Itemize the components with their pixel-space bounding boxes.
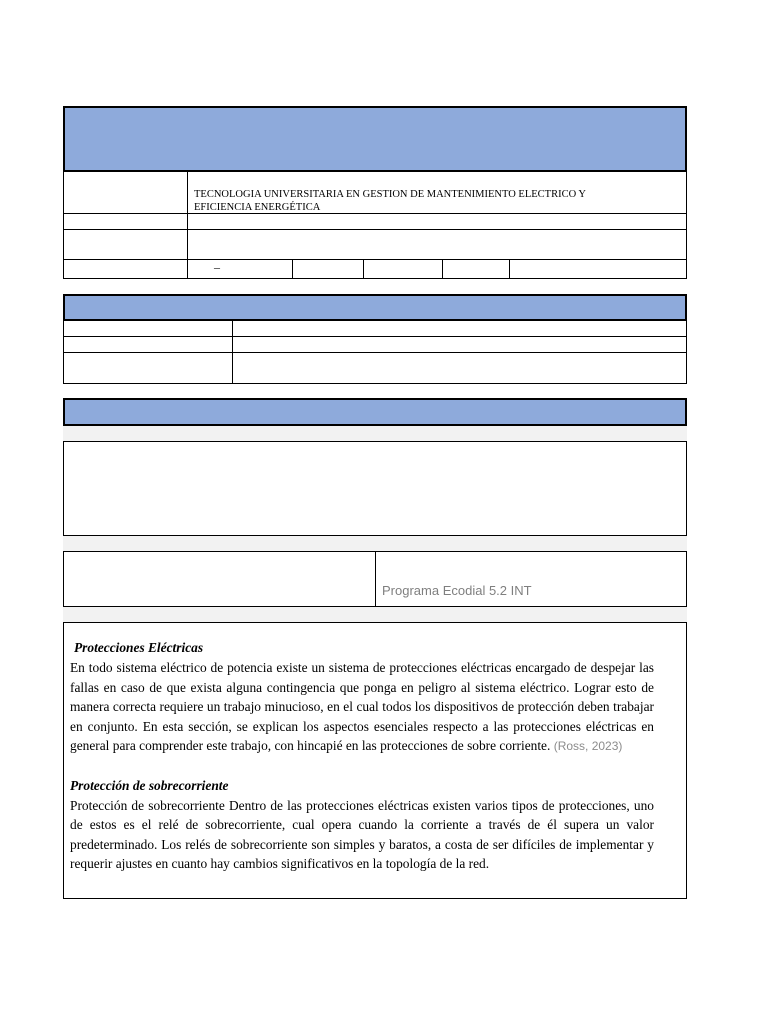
info-row-divider [63, 259, 687, 260]
info-col-divider [442, 259, 443, 279]
date-dash: – [214, 260, 220, 274]
student-banner [63, 294, 687, 321]
student-col-divider [232, 320, 233, 384]
content-subheader [63, 535, 687, 552]
section-paragraph: Protección de sobrecorriente Dentro de las protecciones eléctricas existen varios tipos de protecciones, uno de estos es el relé de sobrecorriente, cual opera cuando la corriente a través de él supera un valor predeterminado. Los relés de sobrecorriente son simples y baratos, a costa de ser difíciles de implementar y requerir ajustes en cuanto hay cambios significativos en la topología de la red. [70, 797, 654, 871]
content-banner [63, 398, 687, 426]
content-subheader [63, 606, 687, 623]
program-tool: Programa Ecodial 5.2 INT [382, 583, 532, 598]
info-row-divider [63, 229, 687, 230]
citation: (Ross, 2023) [553, 739, 623, 753]
section-title: Protección de sobrecorriente [70, 777, 229, 793]
info-col-divider [509, 259, 510, 279]
program-name: TECNOLOGIA UNIVERSITARIA EN GESTION DE MANTENIMIENTO ELECTRICO Y EFICIENCIA ENERGÉTICA [194, 189, 586, 213]
info-col-divider [292, 259, 293, 279]
student-row-divider [63, 336, 687, 337]
student-row-divider [63, 352, 687, 353]
info-col-divider [363, 259, 364, 279]
info-col-divider [187, 171, 188, 279]
section-paragraph [70, 658, 654, 757]
header-banner [63, 106, 687, 172]
section-paragraph-text: En todo sistema eléctrico de potencia existe un sistema de protecciones eléctricas encargado de despejar las fallas en caso de que exista alguna contingencia que ponga en peligro al sistema eléctrico. Lograr esto de manera correcta requiere un trabajo minucioso, en el cual todos los dispositivos de protección deben trabajar en conjunto. En esta sección, se explican los aspectos esenciales respecto a las protecciones eléctricas en general para comprender este trabajo, con hincapié en las protecciones de sobre corriente. [70, 660, 654, 753]
section-title: Protecciones Eléctricas [74, 640, 204, 655]
tool-col-divider [375, 552, 376, 606]
content-subheader [63, 425, 687, 442]
content-body [70, 638, 654, 874]
